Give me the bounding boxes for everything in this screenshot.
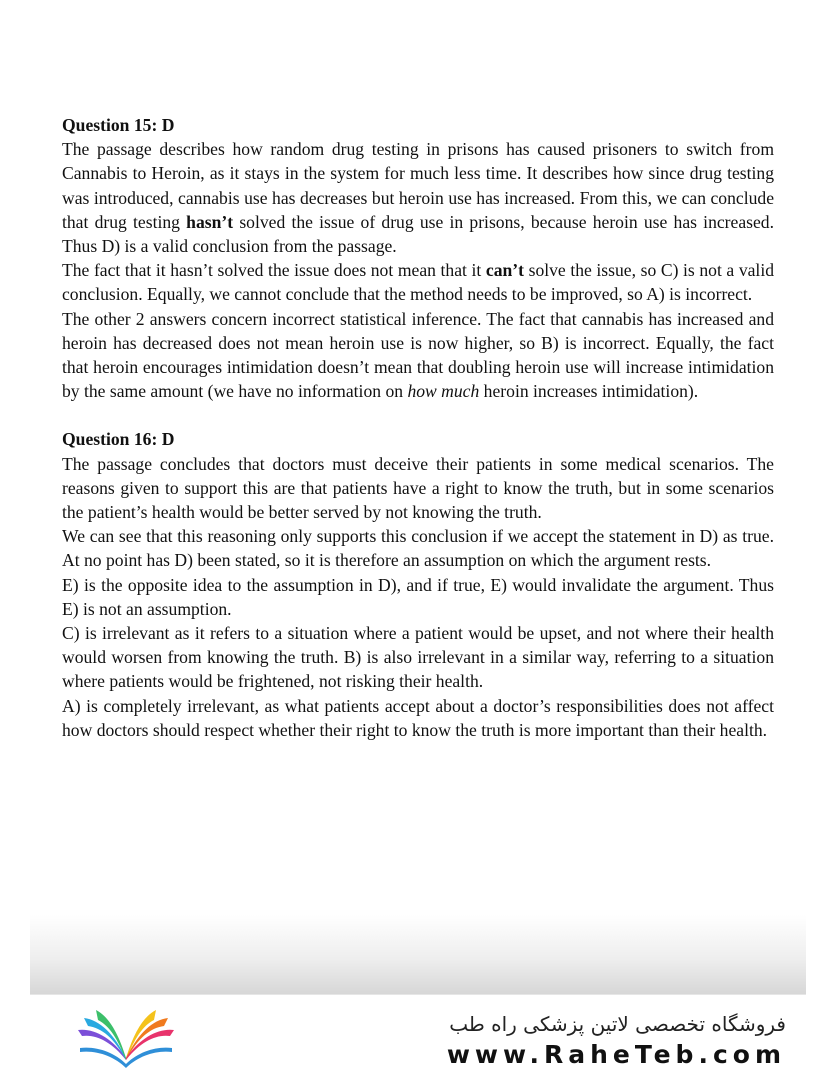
footer-shade — [30, 915, 806, 995]
question-15-paragraph-1: The passage describes how random drug testing in prisons has caused prisoners to switch from Cannabis to Heroin, as it stays in the system for much less time. It describes how since drug testing was introduced, cannabis use has decreases but heroin use has increased. From this, we can conclude that drug testing hasn’t solved the issue of drug use in prisons, because heroin use has increased. Thus D) is a valid conclusion from the passage. — [62, 139, 775, 257]
question-15-title: Question 15: D — [62, 115, 175, 135]
question-16-title: Question 16: D — [62, 429, 175, 450]
open-book-rainbow-logo-icon — [72, 1008, 180, 1068]
shop-name-persian: فروشگاه تخصصی لاتین پزشکی راه طب — [449, 1012, 786, 1036]
section-gap — [62, 403, 774, 427]
question-16-paragraph-4: C) is irrelevant as it refers to a situation where a patient would be upset, and not where their health would worsen from knowing the truth. B) is also irrelevant in a similar way, referring to a situation where patients would be frightened, not risking their health. — [62, 623, 774, 692]
document-body — [62, 113, 774, 742]
emphasis-hasnt: hasn’t — [186, 211, 234, 232]
footer-divider — [30, 994, 806, 995]
question-16-paragraph-2: We can see that this reasoning only supports this conclusion if we accept the statement in D) as true. At no point has D) been stated, so it is therefore an assumption on which the argument rests. — [62, 526, 774, 571]
question-15-paragraph-2: The fact that it hasn’t solved the issue does not mean that it can’t solve the issue, so C) is not a valid conclusion. Equally, we cannot conclude that the method needs to be improved, so A) is incorrect. — [62, 260, 775, 305]
emphasis-cant: can’t — [485, 260, 524, 281]
website-url[interactable]: www.RaheTeb.com — [446, 1040, 786, 1069]
question-16-paragraph-5: A) is completely irrelevant, as what patients accept about a doctor’s responsibilities does not affect how doctors should respect whether their right to know the truth is more important than their health. — [62, 695, 774, 740]
question-15-paragraph-3: The other 2 answers concern incorrect statistical inference. The fact that cannabis has increased and heroin has decreased does not mean heroin use is now higher, so B) is incorrect. Equally, the fact that heroin encourages intimidation doesn’t mean that doubling heroin use will increase intimidation by the same amount (we have no information on how much heroin increases intimidation). — [62, 308, 774, 402]
question-16-paragraph-3: E) is the opposite idea to the assumption in D), and if true, E) would invalidate the argument. Thus E) is not an assumption. — [62, 574, 774, 619]
question-16-paragraph-1: The passage concludes that doctors must deceive their patients in some medical scenarios. The reasons given to support this are that patients have a right to know the truth, but in some scenarios the patient’s health would be better served by not knowing the truth. — [62, 453, 774, 523]
emphasis-how-much: how much — [407, 381, 480, 402]
